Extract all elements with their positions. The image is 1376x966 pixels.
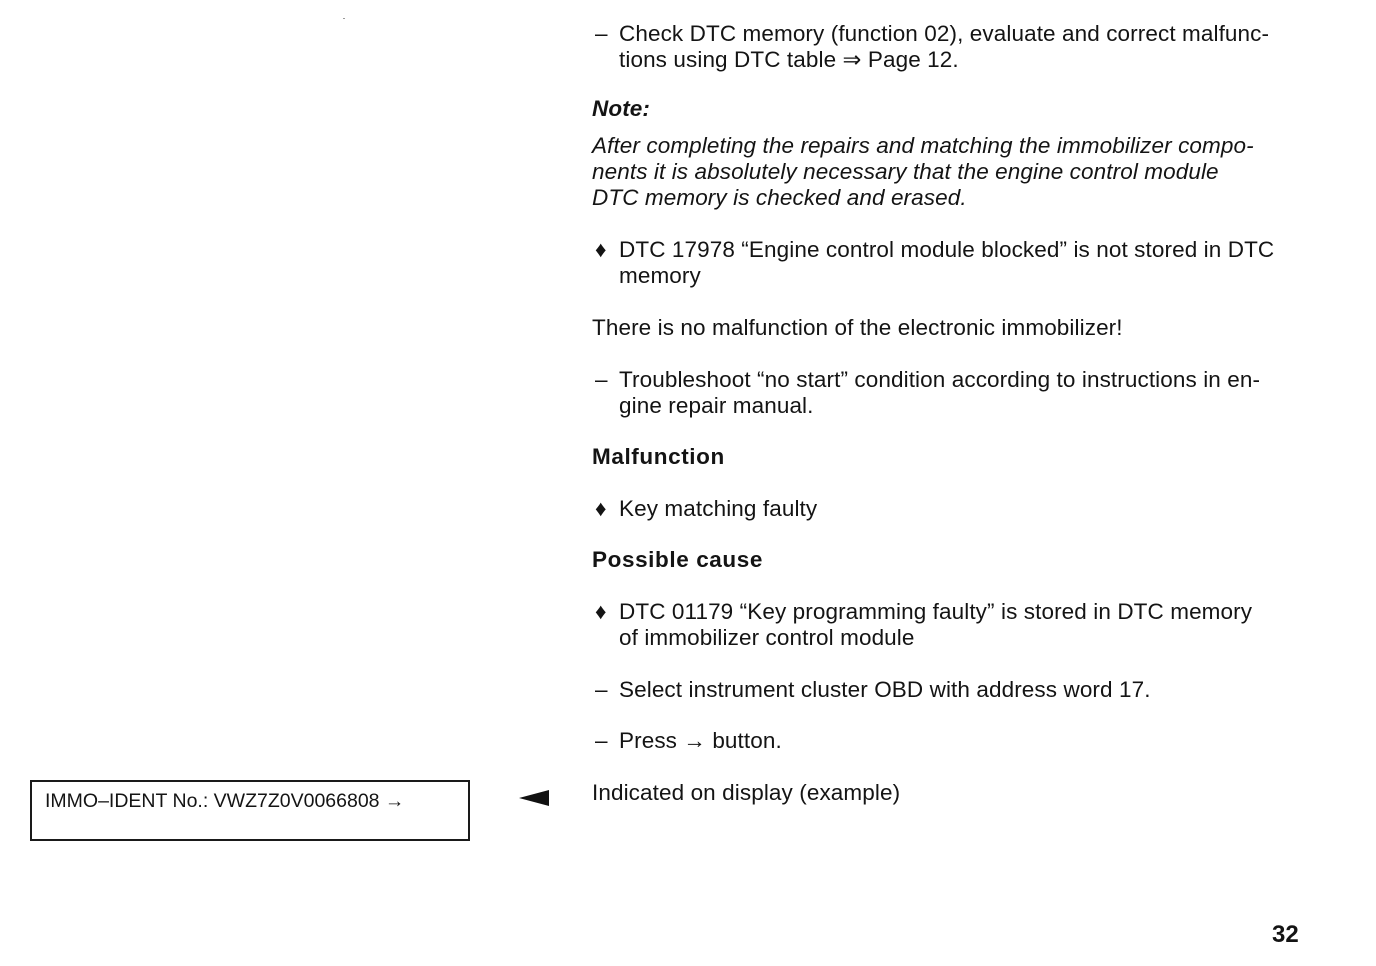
text-column [592,21,1337,806]
possible-cause-heading: Possible cause [592,547,763,572]
pointer-arrow-icon [519,790,549,806]
note-text [592,133,1337,211]
malfunction-heading: Malfunction [592,444,725,469]
dash-marker: – [595,367,608,392]
display-readout-text: IMMO–IDENT No.: VWZ7Z0V0066808 → [45,790,405,812]
line: After completing the repairs and matching the immobilizer compo- [592,133,1254,158]
line: gine repair manual. [619,393,814,418]
line: Check DTC memory (function 02), evaluate and correct malfunc- [619,21,1270,46]
instruction-troubleshoot [592,367,1337,419]
instruction-press-button [592,728,1337,754]
dash-marker: – [595,21,608,46]
scan-speck [343,18,345,19]
instruction-check-dtc [592,21,1337,73]
instruction-select-obd [592,677,1337,703]
display-caption: Indicated on display (example) [592,780,901,805]
diamond-bullet: ♦ [595,599,607,624]
line: DTC 01179 “Key programming faulty” is stored in DTC memory [619,599,1253,624]
diamond-bullet: ♦ [595,496,607,521]
line: Troubleshoot “no start” condition according to instructions in en- [619,367,1261,392]
line: memory [619,263,701,288]
condition-dtc-17978 [592,237,1337,289]
malfunction-key-matching [592,496,1337,522]
cause-dtc-01179 [592,599,1337,651]
line: nents it is absolutely necessary that the engine control module [592,159,1219,184]
line: of immobilizer control module [619,625,915,650]
note-heading: Note: [592,96,650,121]
line: Press → button. [619,728,782,753]
page-number: 32 [1272,921,1299,948]
diamond-bullet: ♦ [595,237,607,262]
no-malfunction-statement: There is no malfunction of the electronic immobilizer! [592,315,1123,340]
line: tions using DTC table ⇒ Page 12. [619,47,959,72]
line: DTC 17978 “Engine control module blocked” is not stored in DTC [619,237,1275,262]
dash-marker: – [595,677,608,702]
line: Key matching faulty [619,496,818,521]
dash-marker: – [595,728,608,753]
line: Select instrument cluster OBD with address word 17. [619,677,1151,702]
line: DTC memory is checked and erased. [592,185,967,210]
display-readout-box [30,780,470,841]
